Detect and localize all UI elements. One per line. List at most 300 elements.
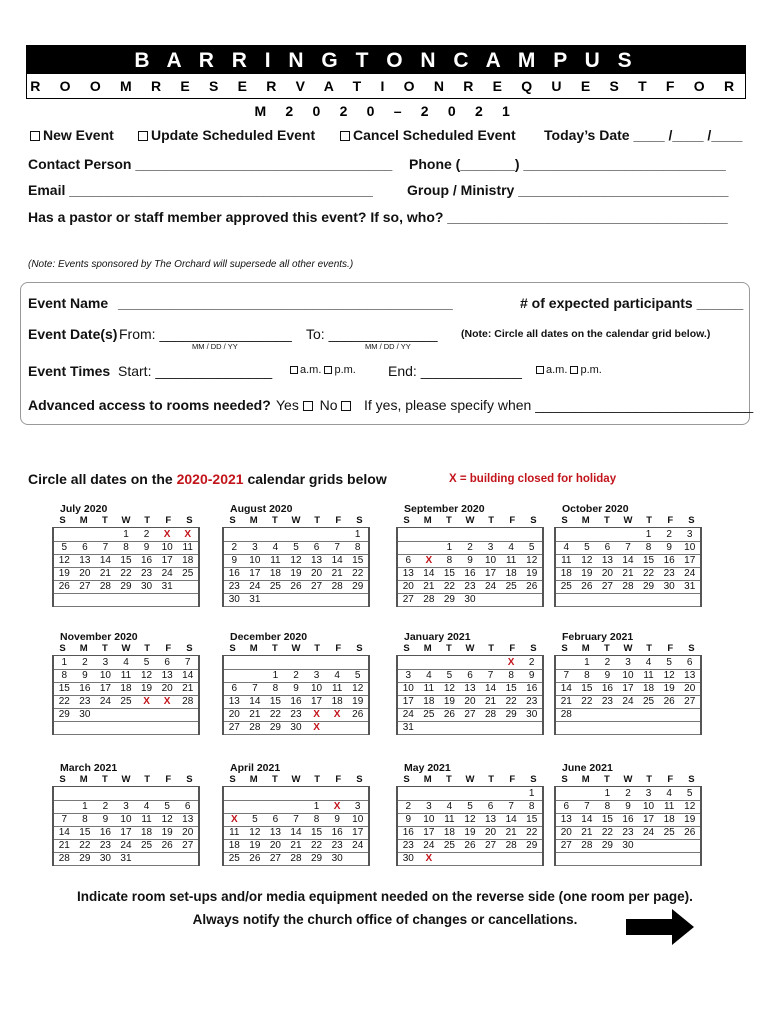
date-cell[interactable]: 4 [501,541,522,555]
date-cell[interactable]: 23 [286,708,307,722]
date-cell[interactable]: 11 [439,813,460,827]
date-cell[interactable]: 7 [54,813,75,827]
date-cell[interactable]: 26 [347,708,368,722]
date-cell[interactable]: 4 [638,656,659,670]
date-cell[interactable]: 5 [679,787,700,801]
date-cell[interactable]: 18 [419,695,440,709]
date-cell[interactable]: 30 [95,852,116,866]
date-cell[interactable]: 11 [659,800,680,814]
date-cell[interactable]: 15 [116,554,137,568]
date-cell[interactable]: 29 [501,708,522,722]
to-date-field[interactable]: To: ______________ [306,326,438,342]
date-cell[interactable]: 22 [501,695,522,709]
date-cell[interactable]: 29 [116,580,137,594]
date-cell[interactable]: 22 [439,580,460,594]
date-cell[interactable]: 20 [306,567,327,581]
date-cell[interactable]: 7 [556,669,577,683]
date-cell[interactable]: 19 [460,826,481,840]
date-cell[interactable]: 27 [679,695,700,709]
date-cell[interactable]: 2 [398,800,419,814]
date-cell[interactable]: 14 [618,554,639,568]
date-cell[interactable]: 15 [306,826,327,840]
date-cell[interactable]: 14 [501,813,522,827]
date-cell[interactable]: 19 [347,695,368,709]
date-cell[interactable]: 23 [618,826,639,840]
date-cell[interactable]: 29 [638,580,659,594]
date-cell[interactable]: 10 [306,682,327,696]
date-cell[interactable]: 26 [245,852,266,866]
date-cell[interactable]: 22 [597,826,618,840]
date-cell[interactable]: 14 [419,567,440,581]
date-cell[interactable]: 12 [679,800,700,814]
date-cell[interactable]: 14 [54,826,75,840]
date-cell[interactable]: 25 [136,839,157,853]
end-am-checkbox[interactable] [536,366,544,374]
date-cell[interactable]: 25 [659,826,680,840]
date-cell[interactable]: 21 [177,682,198,696]
date-cell[interactable]: 26 [521,580,542,594]
date-cell[interactable]: 29 [347,580,368,594]
date-cell[interactable]: 15 [638,554,659,568]
date-cell[interactable]: 23 [659,567,680,581]
date-cell[interactable]: 8 [597,800,618,814]
date-cell[interactable]: 10 [638,800,659,814]
date-cell[interactable]: 30 [460,593,481,607]
date-cell[interactable]: 26 [157,839,178,853]
date-cell[interactable]: 1 [116,528,137,542]
date-cell[interactable]: 15 [501,682,522,696]
date-cell[interactable]: 26 [439,708,460,722]
date-cell[interactable]: 13 [679,669,700,683]
date-cell[interactable]: 30 [286,721,307,735]
date-cell[interactable]: 2 [460,541,481,555]
date-cell[interactable]: 28 [245,721,266,735]
date-cell[interactable]: 19 [54,567,75,581]
date-cell[interactable]: 29 [265,721,286,735]
date-cell[interactable]: 27 [480,839,501,853]
date-cell[interactable]: 16 [659,554,680,568]
start-am-checkbox[interactable] [290,366,298,374]
date-cell[interactable]: 5 [286,541,307,555]
date-cell[interactable]: 5 [460,800,481,814]
date-cell[interactable]: 6 [556,800,577,814]
date-cell[interactable]: 23 [597,695,618,709]
update-event-checkbox[interactable] [138,131,148,141]
date-cell[interactable]: 27 [224,721,245,735]
date-cell[interactable]: 3 [116,800,137,814]
date-cell[interactable]: 13 [398,567,419,581]
date-cell[interactable]: 15 [265,695,286,709]
date-cell[interactable]: 5 [136,656,157,670]
date-cell[interactable]: 27 [460,708,481,722]
date-cell[interactable]: 22 [75,839,96,853]
date-cell[interactable]: 21 [327,567,348,581]
date-cell[interactable]: 7 [177,656,198,670]
date-cell[interactable]: 8 [347,541,368,555]
date-cell[interactable]: 10 [419,813,440,827]
date-cell[interactable]: 6 [679,656,700,670]
date-cell[interactable]: 9 [327,813,348,827]
date-cell[interactable]: 28 [618,580,639,594]
date-cell[interactable]: 22 [347,567,368,581]
date-cell[interactable]: 3 [245,541,266,555]
date-cell[interactable]: 21 [286,839,307,853]
date-cell[interactable]: 4 [439,800,460,814]
date-cell[interactable]: 9 [224,554,245,568]
date-cell[interactable]: 6 [157,656,178,670]
date-cell[interactable]: 25 [224,852,245,866]
date-cell[interactable]: 20 [157,682,178,696]
date-cell[interactable]: 24 [638,826,659,840]
date-cell[interactable]: 24 [157,567,178,581]
date-cell[interactable]: 11 [556,554,577,568]
date-cell[interactable]: 24 [398,708,419,722]
date-cell[interactable]: 19 [245,839,266,853]
date-cell[interactable]: 1 [439,541,460,555]
date-cell[interactable]: 1 [347,528,368,542]
date-cell[interactable]: 27 [556,839,577,853]
date-cell[interactable]: 17 [480,567,501,581]
date-cell[interactable]: 17 [638,813,659,827]
date-cell[interactable]: 31 [116,852,137,866]
date-cell[interactable]: 1 [521,787,542,801]
date-cell[interactable]: 15 [597,813,618,827]
advanced-access-options[interactable] [276,397,354,413]
new-event-checkbox[interactable] [30,131,40,141]
date-cell[interactable]: 29 [597,839,618,853]
date-cell[interactable]: 20 [75,567,96,581]
date-cell[interactable]: 8 [306,813,327,827]
date-cell[interactable]: 9 [597,669,618,683]
date-cell[interactable]: 16 [618,813,639,827]
date-cell[interactable]: 1 [75,800,96,814]
date-cell[interactable]: 5 [439,669,460,683]
date-cell[interactable]: 12 [577,554,598,568]
date-cell[interactable]: 20 [177,826,198,840]
date-cell[interactable]: 24 [618,695,639,709]
date-cell[interactable]: 13 [460,682,481,696]
date-cell[interactable]: 8 [577,669,598,683]
date-cell[interactable]: 10 [95,669,116,683]
date-cell[interactable]: 25 [419,708,440,722]
date-cell[interactable]: 15 [54,682,75,696]
date-cell[interactable]: 3 [398,669,419,683]
date-cell[interactable]: 25 [638,695,659,709]
date-cell[interactable]: 19 [577,567,598,581]
date-cell[interactable]: 3 [679,528,700,542]
date-cell[interactable]: 24 [95,695,116,709]
date-cell[interactable]: 30 [327,852,348,866]
date-cell[interactable]: 5 [157,800,178,814]
date-cell[interactable]: 16 [75,682,96,696]
date-cell[interactable]: 14 [177,669,198,683]
email-field[interactable]: Email _______________________________________ [28,182,373,198]
date-cell[interactable]: 15 [439,567,460,581]
date-cell[interactable]: 28 [556,708,577,722]
cancel-event-checkbox[interactable] [340,131,350,141]
date-cell[interactable]: 18 [501,567,522,581]
date-cell[interactable]: 21 [54,839,75,853]
date-cell[interactable]: 2 [136,528,157,542]
date-cell[interactable]: 8 [501,669,522,683]
date-cell[interactable]: 20 [224,708,245,722]
date-cell[interactable]: 27 [265,852,286,866]
date-cell[interactable]: 28 [501,839,522,853]
date-cell[interactable]: 3 [480,541,501,555]
date-cell[interactable]: 17 [157,554,178,568]
date-cell[interactable]: 7 [480,669,501,683]
date-cell[interactable]: 18 [136,826,157,840]
date-cell[interactable]: 15 [521,813,542,827]
date-cell[interactable]: 6 [460,669,481,683]
date-cell[interactable]: 30 [521,708,542,722]
date-cell[interactable]: 1 [54,656,75,670]
date-cell[interactable]: 23 [327,839,348,853]
date-cell[interactable]: 25 [116,695,137,709]
date-cell[interactable]: 21 [245,708,266,722]
date-cell[interactable]: 12 [659,669,680,683]
date-cell[interactable]: 16 [136,554,157,568]
date-cell[interactable]: 7 [286,813,307,827]
date-cell[interactable]: 4 [659,787,680,801]
date-cell[interactable]: 28 [327,580,348,594]
date-cell[interactable]: 24 [480,580,501,594]
date-cell[interactable]: 26 [460,839,481,853]
date-cell[interactable]: 18 [327,695,348,709]
date-cell[interactable]: 19 [286,567,307,581]
date-cell[interactable]: 28 [286,852,307,866]
date-cell[interactable]: 8 [521,800,542,814]
date-cell[interactable]: 13 [224,695,245,709]
date-cell[interactable]: 30 [75,708,96,722]
date-cell[interactable]: 12 [54,554,75,568]
date-cell[interactable]: 8 [54,669,75,683]
date-cell[interactable]: 30 [136,580,157,594]
date-cell[interactable]: 20 [597,567,618,581]
date-cell[interactable]: 7 [577,800,598,814]
date-cell[interactable]: 13 [556,813,577,827]
date-cell[interactable]: 25 [556,580,577,594]
date-cell[interactable]: 17 [398,695,419,709]
date-cell[interactable]: 10 [398,682,419,696]
date-cell[interactable]: 22 [54,695,75,709]
date-cell[interactable]: 10 [618,669,639,683]
date-cell[interactable]: 23 [521,695,542,709]
group-ministry-field[interactable]: Group / Ministry ___________________________ [407,182,729,198]
date-cell[interactable]: 28 [54,852,75,866]
date-cell[interactable]: 14 [286,826,307,840]
date-cell[interactable]: 12 [245,826,266,840]
date-cell[interactable]: 8 [116,541,137,555]
date-cell[interactable]: 11 [116,669,137,683]
date-cell[interactable]: 9 [659,541,680,555]
date-cell[interactable]: 5 [54,541,75,555]
date-cell[interactable]: 6 [480,800,501,814]
date-cell[interactable]: 5 [521,541,542,555]
date-cell[interactable]: 31 [398,721,419,735]
date-cell[interactable]: 24 [419,839,440,853]
date-cell[interactable]: 29 [439,593,460,607]
date-cell[interactable]: 2 [618,787,639,801]
date-cell[interactable]: 28 [177,695,198,709]
date-cell[interactable]: 6 [265,813,286,827]
date-cell[interactable]: 13 [177,813,198,827]
date-cell[interactable]: 30 [618,839,639,853]
date-cell[interactable]: 8 [265,682,286,696]
date-cell[interactable]: 28 [577,839,598,853]
date-cell[interactable]: 19 [659,682,680,696]
date-cell[interactable]: 23 [95,839,116,853]
date-cell[interactable]: 3 [306,669,327,683]
date-cell[interactable]: 29 [54,708,75,722]
date-cell[interactable]: 24 [116,839,137,853]
date-cell[interactable]: 28 [95,580,116,594]
date-cell[interactable]: 16 [95,826,116,840]
date-cell[interactable]: 9 [95,813,116,827]
end-ampm[interactable] [536,364,602,376]
date-cell[interactable]: 17 [679,554,700,568]
date-cell[interactable]: 10 [245,554,266,568]
date-cell[interactable]: 21 [480,695,501,709]
date-cell[interactable]: 22 [306,839,327,853]
date-cell[interactable]: 16 [327,826,348,840]
date-cell[interactable]: 25 [439,839,460,853]
date-cell[interactable]: 29 [75,852,96,866]
date-cell[interactable]: 20 [480,826,501,840]
date-cell[interactable]: 19 [679,813,700,827]
date-cell[interactable]: 18 [439,826,460,840]
date-cell[interactable]: 7 [618,541,639,555]
date-cell[interactable]: 11 [638,669,659,683]
date-cell[interactable]: 27 [306,580,327,594]
date-cell[interactable]: 23 [75,695,96,709]
date-cell[interactable]: 2 [521,656,542,670]
date-cell[interactable]: 6 [398,554,419,568]
date-cell[interactable]: 6 [306,541,327,555]
date-cell[interactable]: 14 [577,813,598,827]
update-event-option[interactable] [138,127,315,143]
date-cell[interactable]: 7 [501,800,522,814]
date-cell[interactable]: 11 [224,826,245,840]
from-date-field[interactable]: From: _________________ [119,326,292,342]
date-cell[interactable]: 20 [265,839,286,853]
date-cell[interactable]: 11 [501,554,522,568]
date-cell[interactable]: 30 [659,580,680,594]
date-cell[interactable]: 19 [521,567,542,581]
date-cell[interactable]: 21 [419,580,440,594]
date-cell[interactable]: 9 [460,554,481,568]
date-cell[interactable]: 4 [265,541,286,555]
date-cell[interactable]: 5 [245,813,266,827]
date-cell[interactable]: 22 [265,708,286,722]
date-cell[interactable]: 24 [245,580,266,594]
date-cell[interactable]: 2 [95,800,116,814]
date-cell[interactable]: 13 [157,669,178,683]
date-cell[interactable]: 2 [597,656,618,670]
date-cell[interactable]: 26 [679,826,700,840]
date-cell[interactable]: 25 [177,567,198,581]
date-cell[interactable]: 4 [556,541,577,555]
date-cell[interactable]: 24 [347,839,368,853]
date-cell[interactable]: 20 [679,682,700,696]
date-cell[interactable]: 18 [177,554,198,568]
date-cell[interactable]: 6 [597,541,618,555]
date-cell[interactable]: 3 [419,800,440,814]
cancel-event-option[interactable] [340,127,516,143]
date-cell[interactable]: 20 [398,580,419,594]
date-cell[interactable]: 11 [265,554,286,568]
date-cell[interactable]: 14 [480,682,501,696]
date-cell[interactable]: 21 [556,695,577,709]
date-cell[interactable]: 26 [286,580,307,594]
date-cell[interactable]: 16 [460,567,481,581]
date-cell[interactable]: 30 [398,852,419,866]
date-cell[interactable]: 2 [224,541,245,555]
date-cell[interactable]: 22 [638,567,659,581]
date-cell[interactable]: 1 [638,528,659,542]
date-cell[interactable]: 19 [136,682,157,696]
date-cell[interactable]: 30 [224,593,245,607]
date-cell[interactable]: 14 [556,682,577,696]
date-cell[interactable]: 22 [116,567,137,581]
date-cell[interactable]: 15 [577,682,598,696]
date-cell[interactable]: 12 [439,682,460,696]
date-cell[interactable]: 16 [521,682,542,696]
participants-field[interactable]: # of expected participants ______ [520,295,744,311]
date-cell[interactable]: 17 [618,682,639,696]
date-cell[interactable]: 1 [265,669,286,683]
date-cell[interactable]: 7 [245,682,266,696]
date-cell[interactable]: 7 [95,541,116,555]
date-cell[interactable]: 26 [54,580,75,594]
date-cell[interactable]: 28 [419,593,440,607]
date-cell[interactable]: 2 [286,669,307,683]
date-cell[interactable]: 13 [265,826,286,840]
date-cell[interactable]: 31 [157,580,178,594]
date-cell[interactable]: 17 [347,826,368,840]
date-cell[interactable]: 12 [521,554,542,568]
date-cell[interactable]: 15 [347,554,368,568]
date-cell[interactable]: 10 [480,554,501,568]
date-cell[interactable]: 10 [679,541,700,555]
date-cell[interactable]: 11 [419,682,440,696]
date-cell[interactable]: 5 [659,656,680,670]
date-cell[interactable]: 29 [306,852,327,866]
date-cell[interactable]: 7 [327,541,348,555]
date-cell[interactable]: 27 [75,580,96,594]
date-cell[interactable]: 6 [177,800,198,814]
date-cell[interactable]: 4 [419,669,440,683]
date-cell[interactable]: 10 [157,541,178,555]
date-cell[interactable]: 8 [439,554,460,568]
date-cell[interactable]: 24 [679,567,700,581]
date-cell[interactable]: 14 [95,554,116,568]
date-cell[interactable]: 8 [75,813,96,827]
date-cell[interactable]: 3 [347,800,368,814]
date-cell[interactable]: 18 [116,682,137,696]
date-cell[interactable]: 6 [224,682,245,696]
date-cell[interactable]: 23 [398,839,419,853]
date-cell[interactable]: 12 [157,813,178,827]
date-cell[interactable]: 17 [116,826,137,840]
date-cell[interactable]: 17 [306,695,327,709]
date-cell[interactable]: 9 [75,669,96,683]
date-cell[interactable]: 16 [398,826,419,840]
date-cell[interactable]: 15 [75,826,96,840]
date-cell[interactable]: 2 [75,656,96,670]
date-cell[interactable]: 18 [224,839,245,853]
date-cell[interactable]: 18 [556,567,577,581]
